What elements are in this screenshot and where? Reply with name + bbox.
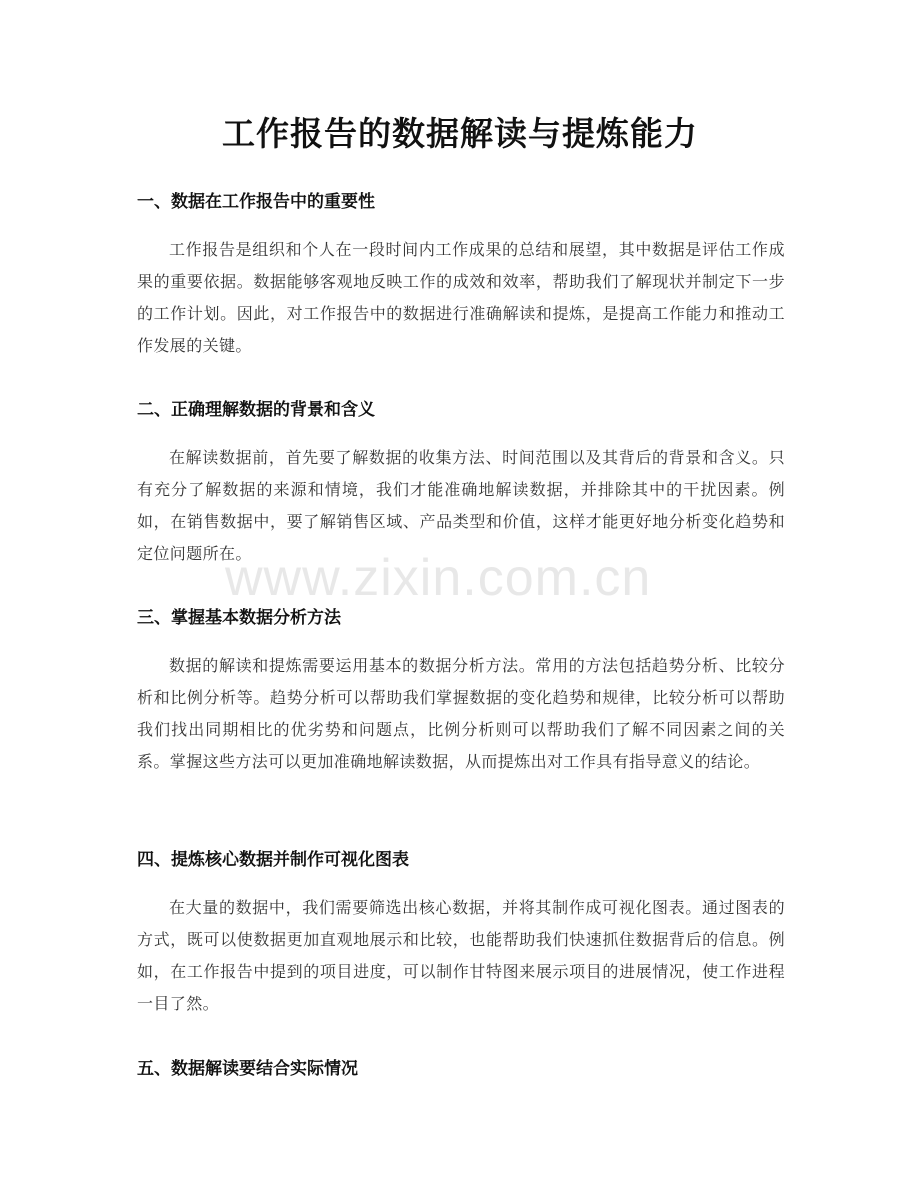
section-paragraph: 工作报告是组织和个人在一段时间内工作成果的总结和展望，其中数据是评估工作成果的重要依据。数据能够客观地反映工作的成效和效率，帮助我们了解现状并制定下一步的工作计划。因此，对工作报告中的数据进行准确解读和提炼，是提高工作能力和推动工作发展的关键。 (137, 240, 785, 355)
section-paragraph: 在解读数据前，首先要了解数据的收集方法、时间范围以及其背后的背景和含义。只有充分了解数据的来源和情境，我们才能准确地解读数据，并排除其中的干扰因素。例如，在销售数据中，要了解销售区域、产品类型和价值，这样才能更好地分析变化趋势和定位问题所在。 (137, 448, 785, 563)
section-5 (137, 1057, 785, 1081)
section-4 (137, 848, 785, 1020)
section-heading: 二、正确理解数据的背景和含义 (137, 400, 375, 420)
section-3 (137, 606, 785, 778)
watermark: www.zixin.com.cn (225, 549, 652, 607)
section-heading: 三、掌握基本数据分析方法 (137, 608, 341, 628)
section-paragraph: 数据的解读和提炼需要运用基本的数据分析方法。常用的方法包括趋势分析、比较分析和比例分析等。趋势分析可以帮助我们掌握数据的变化趋势和规律，比较分析可以帮助我们找出同期相比的优劣势和问题点，比例分析则可以帮助我们了解不同因素之间的关系。掌握这些方法可以更加准确地解读数据，从而提炼出对工作具有指导意义的结论。 (137, 656, 785, 771)
section-1 (137, 190, 785, 362)
section-heading: 四、提炼核心数据并制作可视化图表 (137, 850, 409, 870)
section-2 (137, 398, 785, 570)
section-heading: 一、数据在工作报告中的重要性 (137, 192, 375, 212)
section-heading: 五、数据解读要结合实际情况 (137, 1059, 358, 1079)
document-title: 工作报告的数据解读与提炼能力 (222, 114, 698, 153)
section-paragraph: 在大量的数据中，我们需要筛选出核心数据，并将其制作成可视化图表。通过图表的方式，既可以使数据更加直观地展示和比较，也能帮助我们快速抓住数据背后的信息。例如，在工作报告中提到的项目进度，可以制作甘特图来展示项目的进展情况，使工作进程一目了然。 (137, 898, 785, 1013)
